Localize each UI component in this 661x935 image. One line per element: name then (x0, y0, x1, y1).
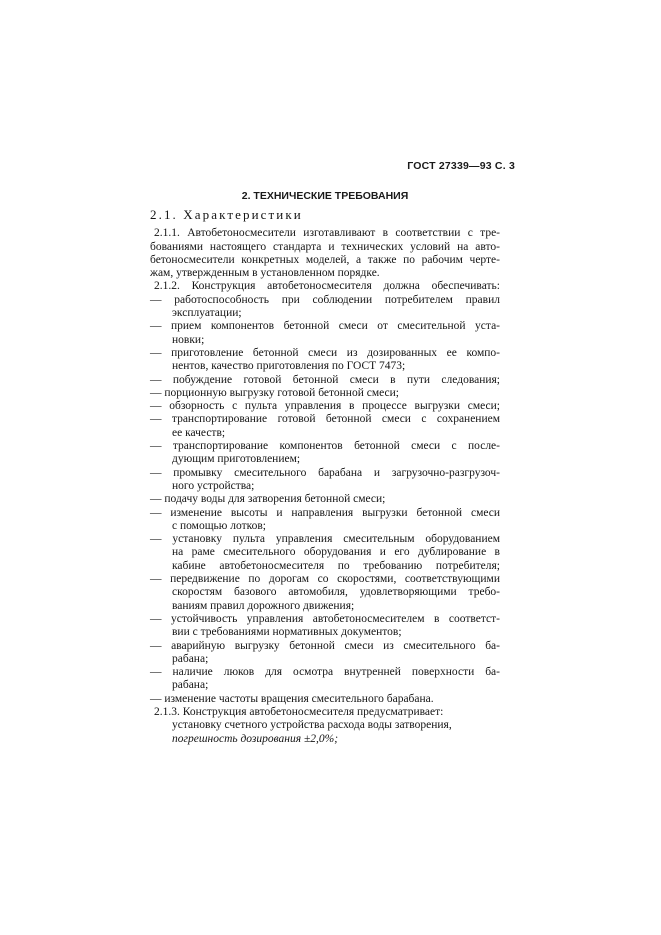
list-item-continuation: с помощью лотков; (172, 519, 266, 532)
list-item: — подачу воды для затворения бетонной смеси; (150, 493, 386, 506)
list-item-continuation: вии с требованиями нормативных документов; (172, 626, 402, 639)
list-item: — приготовление бетонной смеси из дозированных ее компо- (150, 346, 500, 359)
list-item: — прием компонентов бетонной смеси от смесительной уста- (150, 320, 500, 333)
list-item: — обзорность с пульта управления в процессе выгрузки смеси; (150, 400, 500, 413)
list-item-continuation: эксплуатации; (172, 307, 242, 320)
list-item: — транспортирование готовой бетонной смеси с сохранением (150, 413, 500, 426)
text-line: бованиями настоящего стандарта и технических условий на авто- (150, 240, 500, 253)
text-line: 2.1.2. Конструкция автобетоносмесителя должна обеспечивать: (154, 280, 500, 293)
body-text (150, 208, 500, 746)
page-header: ГОСТ 27339—93 С. 3 (407, 160, 515, 172)
list-item: — наличие люков для осмотра внутренней поверхности ба- (150, 666, 500, 679)
list-item-continuation: ного устройства; (172, 479, 255, 492)
text-line: бетоносмесители конкретных моделей, а также по рабочим черте- (150, 253, 500, 266)
list-item-continuation: кабине автобетоносмесителя по требованию потребителя; (172, 559, 500, 572)
text-line: жам, утвержденным в установленном порядке. (150, 267, 380, 280)
list-item: — промывку смесительного барабана и загрузочно-разгрузоч- (150, 466, 500, 479)
list-item-continuation: ваниям правил дорожного движения; (172, 599, 355, 612)
list-item-continuation: ее качеств; (172, 426, 226, 439)
list-item: — транспортирование компонентов бетонной смеси с после- (150, 440, 500, 453)
subsection-title: 2.1. Характеристики (150, 207, 303, 222)
list-item: — побуждение готовой бетонной смеси в пути следования; (150, 373, 500, 386)
list-item: — изменение частоты вращения смесительного барабана. (150, 692, 434, 705)
text-line: 2.1.1. Автобетоносмесители изготавливают в соответствии с тре- (154, 227, 500, 240)
list-item: — порционную выгрузку готовой бетонной смеси; (150, 386, 399, 399)
list-item-continuation: нентов, качество приготовления по ГОСТ 7473; (172, 360, 406, 373)
list-item: — устойчивость управления автобетоносмесителем в соответст- (150, 612, 500, 625)
list-item-continuation: скоростям базового автомобиля, удовлетворяющими требо- (172, 586, 500, 599)
list-item-continuation: дующим приготовлением; (172, 453, 301, 466)
text-line: 2.1.3. Конструкция автобетоносмесителя предусматривает: (154, 705, 444, 718)
list-item: — аварийную выгрузку бетонной смеси из смесительного ба- (150, 639, 500, 652)
section-title: 2. ТЕХНИЧЕСКИЕ ТРЕБОВАНИЯ (241, 190, 409, 202)
list-item-continuation: на раме смесительного оборудования и его дублирование в (172, 546, 500, 559)
list-item: — работоспособность при соблюдении потребителем правил (150, 293, 500, 306)
text-line: установку счетного устройства расхода воды затворения, (172, 719, 452, 732)
text-line: погрешность дозирования ±2,0%; (172, 732, 339, 745)
list-item-continuation: рабана; (172, 679, 209, 692)
list-item: — установку пульта управления смесительным оборудованием (150, 533, 500, 546)
list-item-continuation: рабана; (172, 652, 209, 665)
list-item-continuation: новки; (172, 333, 205, 346)
list-item: — передвижение по дорогам со скоростями, соответствующими (150, 573, 500, 586)
list-item: — изменение высоты и направления выгрузки бетонной смеси (150, 506, 500, 519)
